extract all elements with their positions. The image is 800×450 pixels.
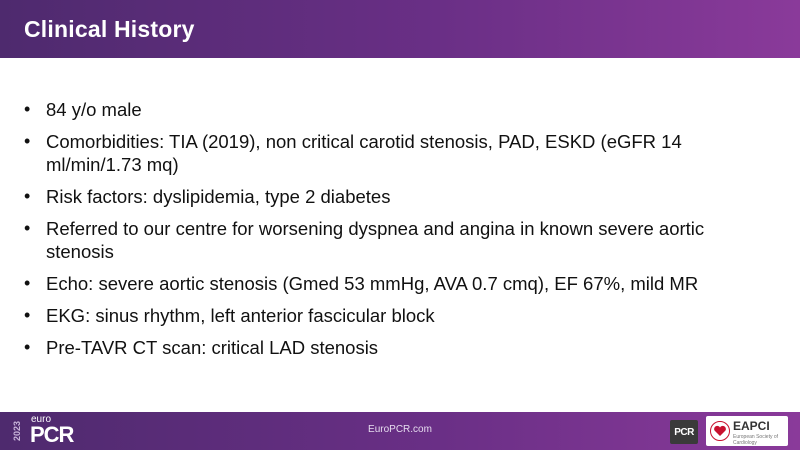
eapci-label: EAPCI xyxy=(733,419,770,433)
slide-footer xyxy=(0,412,800,450)
bullet-item xyxy=(24,98,774,121)
bullet-dot-icon: • xyxy=(24,186,31,206)
pcr-badge-logo: PCR xyxy=(670,420,698,444)
bullet-text: Comorbidities: TIA (2019), non critical carotid stenosis, PAD, ESKD (eGFR 14 ml/min/1.73 mq) xyxy=(46,131,682,175)
bullet-item xyxy=(24,336,774,359)
slide-header xyxy=(0,0,800,58)
slide-title: Clinical History xyxy=(24,15,195,42)
bullet-dot-icon: • xyxy=(24,131,31,151)
logo-pcr: PCR xyxy=(30,422,74,447)
bullet-text: Risk factors: dyslipidemia, type 2 diabetes xyxy=(46,186,391,207)
bullet-list xyxy=(24,98,774,368)
heart-icon xyxy=(710,421,730,441)
bullet-item xyxy=(24,130,774,176)
bullet-dot-icon: • xyxy=(24,99,31,119)
bullet-item xyxy=(24,185,774,208)
bullet-item xyxy=(24,304,774,327)
bullet-dot-icon: • xyxy=(24,218,31,238)
bullet-item xyxy=(24,217,774,263)
bullet-text: Pre-TAVR CT scan: critical LAD stenosis xyxy=(46,337,379,358)
bullet-item xyxy=(24,272,774,295)
logo-euro: euro xyxy=(31,414,52,425)
logo-year: 2023 xyxy=(12,420,22,442)
eapci-sub: European Society of Cardiology xyxy=(733,434,779,446)
eapci-logo xyxy=(706,416,788,446)
bullet-text: EKG: sinus rhythm, left anterior fascicular block xyxy=(46,305,435,326)
bullet-dot-icon: • xyxy=(24,273,31,293)
bullet-text: Referred to our centre for worsening dyspnea and angina in known severe aortic stenosis xyxy=(46,218,705,262)
bullet-text: 84 y/o male xyxy=(46,99,142,120)
bullet-dot-icon: • xyxy=(24,305,31,325)
bullet-dot-icon: • xyxy=(24,337,31,357)
website-link[interactable]: EuroPCR.com xyxy=(368,424,432,435)
bullet-text: Echo: severe aortic stenosis (Gmed 53 mmHg, AVA 0.7 cmq), EF 67%, mild MR xyxy=(46,273,699,294)
